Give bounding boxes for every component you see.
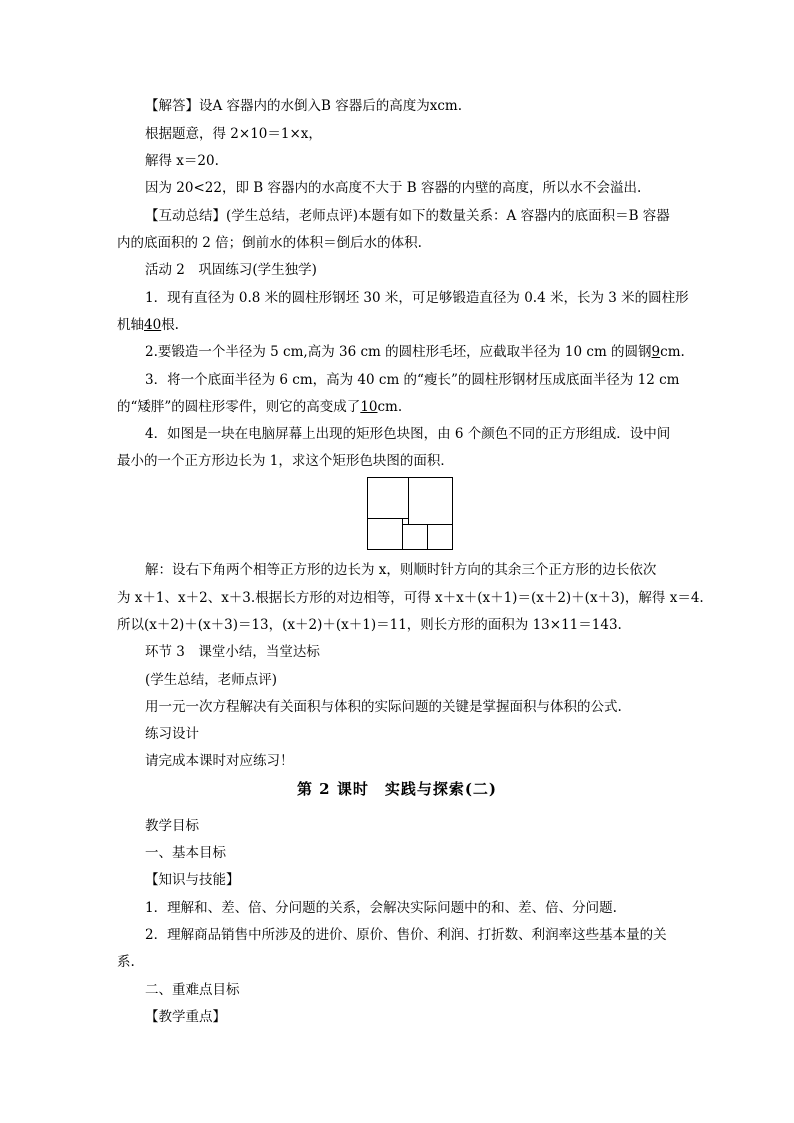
square-top-left [367, 477, 409, 519]
answer-blank: 10 [360, 399, 378, 415]
summary-line: 【互动总结】(学生总结，老师点评)本题有如下的数量关系：A 容器内的底面积＝B 容器 [145, 208, 670, 224]
answer-line: 【解答】设A 容器内的水倒入B 容器后的高度为xcm. [145, 98, 463, 114]
text-line: (学生总结，老师点评) [145, 672, 278, 688]
answer-blank: 40 [144, 317, 162, 333]
activity-heading: 活动 2 巩固练习(学生独学) [145, 262, 317, 278]
text-line: 1．理解和、差、倍、分问题的关系，会解决实际问题中的和、差、倍、分问题. [145, 900, 617, 916]
solution-line: 解：设右下角两个相等正方形的边长为 x，则顺时针方向的其余三个正方形的边长依次 [145, 562, 657, 578]
text-line: 内的底面积的 2 倍；倒前水的体积＝倒后水的体积. [117, 235, 422, 251]
square-top-right [408, 477, 453, 525]
text-line: 【知识与技能】 [145, 872, 240, 888]
lesson-title: 第 2 课时 实践与探索(二) [296, 780, 498, 798]
square-bottom-mid [402, 524, 428, 550]
text-line: 解得 x＝20. [145, 153, 219, 169]
exercise-line: 最小的一个正方形边长为 1，求这个矩形色块图的面积． [117, 453, 454, 469]
text-line: 教学目标 [145, 818, 199, 834]
answer-blank: 9 [651, 344, 661, 360]
text-line: 二、重难点目标 [145, 982, 240, 998]
text-line: 【教学重点】 [145, 1009, 226, 1025]
text-line: 因为 20<22，即 B 容器内的水高度不大于 B 容器的内壁的高度，所以水不会溢出. [145, 180, 642, 196]
text-line: 请完成本课时对应练习！ [145, 753, 294, 769]
exercise-line: 1．现有直径为 0.8 米的圆柱形钢坯 30 米，可足够锻造直径为 0.4 米，长为 3 米的圆柱形 [145, 290, 689, 306]
exercise-line: 机轴40根. [117, 317, 179, 333]
section-heading: 环节 3 课堂小结，当堂达标 [145, 644, 320, 660]
text-line: 根据题意，得 2×10＝1×x， [145, 126, 322, 142]
text-line: 系. [117, 954, 135, 970]
rectangle-squares-figure [367, 477, 453, 550]
text-line: 练习设计 [145, 726, 199, 742]
exercise-line: 2.要锻造一个半径为 5 cm,高为 36 cm 的圆柱形毛坯，应截取半径为 10 cm 的圆钢9cm. [145, 344, 685, 360]
exercise-line: 的“矮胖”的圆柱形零件，则它的高变成了10cm. [117, 399, 403, 415]
text-line: 2．理解商品销售中所涉及的进价、原价、售价、利润、打折数、利润率这些基本量的关 [145, 927, 667, 943]
square-bottom-right [427, 524, 453, 550]
solution-line: 所以(x＋2)＋(x＋3)＝13，(x＋2)＋(x＋1)＝11，则长方形的面积为 13×11＝143. [117, 617, 622, 633]
exercise-line: 3．将一个底面半径为 6 cm，高为 40 cm 的“瘦长”的圆柱形钢材压成底面半径为 12 cm [145, 372, 680, 388]
square-bottom-left [367, 518, 403, 550]
exercise-line: 4．如图是一块在电脑屏幕上出现的矩形色块图，由 6 个颜色不同的正方形组成．设中间 [145, 426, 671, 442]
solution-line: 为 x＋1、x＋2、x＋3.根据长方形的对边相等，可得 x＋x＋(x＋1)＝(x＋2)＋(x＋3)，解得 x＝4. [117, 590, 704, 606]
text-line: 用一元一次方程解决有关面积与体积的实际问题的关键是掌握面积与体积的公式. [145, 699, 622, 715]
text-line: 一、基本目标 [145, 845, 226, 861]
